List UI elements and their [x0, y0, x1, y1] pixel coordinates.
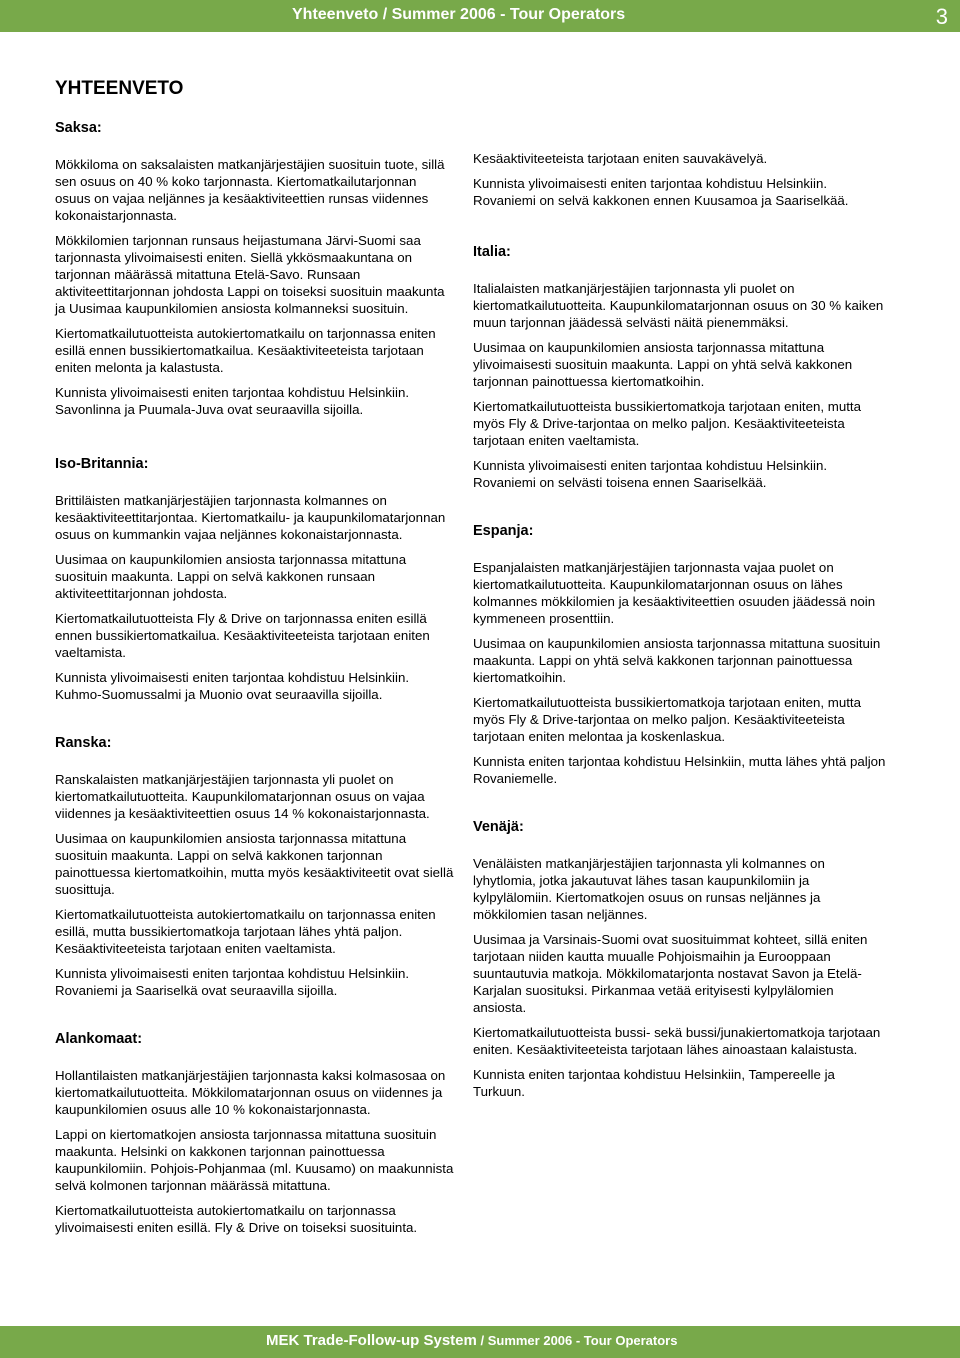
paragraph: Mökkiloma on saksalaisten matkanjärjestäjien suosituin tuote, sillä sen osuus on 40 % koko tarjonnasta. Kiertomatkailutarjonnan osuus on vajaa neljännes ja kesäaktiviteettien runsas viidennes kokonaistarjonnasta. [55, 157, 445, 223]
paragraph: Uusimaa on kaupunkilomien ansiosta tarjonnassa mitattuna suosituin maakunta. Lappi on selvä kakkonen tarjonnan painottuessa kiertomatkoihin, mutta myös kesäaktiviteetit ovat siellä suosittuja. [55, 831, 454, 897]
paragraph: Mökkilomien tarjonnan runsaus heijastumana Järvi-Suomi saa tarjonnasta ylivoimaisesti eniten. Siellä ykkösmaakuntana on tarjonnan määrässä mitattuna Etelä-Savo. Runsaan aktiviteettitarjonnan johdosta Lappi on toiseksi suosituin maakunta ja Uusimaa kaupunkilomien ansiosta kolmanneksi suosituin. [55, 233, 445, 316]
paragraph: Uusimaa on kaupunkilomien ansiosta tarjonnassa mitattuna ylivoimaisesti suosituin maakunta. Lappi on yhtä selvä kakkonen tarjonnan painottuessa kiertomatkoihin. [473, 340, 853, 389]
section-heading-italia: Italia: [473, 244, 511, 260]
paragraph: Uusimaa ja Varsinais-Suomi ovat suosituimmat kohteet, sillä eniten tarjotaan niiden kautta muualle Pohjoismaihin ja Eurooppaan suuntautuvia matkoja. Mökkilomatarjonta nostavat Savon ja Etelä-Karjalan suosituksi. Pirkanmaa vetää erityisesti kylpylälomien ansiosta. [473, 932, 868, 1015]
footer-bar [0, 1326, 960, 1358]
paragraph: Kiertomatkailutuotteista autokiertomatkailu on tarjonnassa eniten esillä, mutta bussikiertomatkoja tarjotaan lähes yhtä paljon. Kesäaktiviteeteista tarjotaan eniten vaeltamista. [55, 907, 436, 956]
paragraph: Italialaisten matkanjärjestäjien tarjonnasta yli puolet on kiertomatkailutuotteita. Kaupunkilomatarjonnan osuus on 30 % kaiken muun tarjonnan jäädessä selvästi näitä pienemmäksi. [473, 281, 884, 330]
paragraph: Venäläisten matkanjärjestäjien tarjonnasta yli kolmannes on lyhytlomia, jotka jakautuvat lähes tasan kaupunkilomiin ja kylpylälomiin. Kiertomatkojen osuus on runsas neljännes ja mökkilomien tasan neljännes. [473, 856, 825, 922]
paragraph: Lappi on kiertomatkojen ansiosta tarjonnassa mitattuna suosituin maakunta. Helsinki on kakkonen tarjonnan painottuessa kaupunkilomiin. Pohjois-Pohjanmaa (ml. Kuusamo) on maakunnista selvä kolmonen tarjonnan määrässä mitattuna. [55, 1127, 454, 1193]
paragraph: Kunnista ylivoimaisesti eniten tarjontaa kohdistuu Helsinkiin. Rovaniemi on selvästi toisena ennen Saariselkää. [473, 458, 828, 490]
paragraph: Kiertomatkailutuotteista bussikiertomatkoja tarjotaan eniten, mutta myös Fly & Drive-tarjontaa on melko paljon. Kesäaktiviteeteista tarjotaan eniten vaeltamista. [473, 399, 862, 448]
paragraph: Kesäaktiviteeteista tarjotaan eniten sauvakävelyä. [473, 151, 768, 166]
paragraph: Kunnista ylivoimaisesti eniten tarjontaa kohdistuu Helsinkiin. Savonlinna ja Puumala-Juva ovat seuraavilla sijoilla. [55, 385, 410, 417]
header-title: Yhteenveto / Summer 2006 - Tour Operators [292, 6, 626, 23]
paragraph: Kunnista eniten tarjontaa kohdistuu Helsinkiin, mutta lähes yhtä paljon Rovaniemelle. [473, 754, 886, 786]
paragraph: Ranskalaisten matkanjärjestäjien tarjonnasta yli puolet on kiertomatkailutuotteita. Kaupunkilomatarjonnan osuus on vajaa viidennes ja kesäaktiviteettien osuus 14 % kokonaistarjonnasta. [55, 772, 430, 821]
paragraph: Kunnista ylivoimaisesti eniten tarjontaa kohdistuu Helsinkiin. Kuhmo-Suomussalmi ja Muonio ovat seuraavilla sijoilla. [55, 670, 410, 702]
left-column [55, 120, 455, 1244]
paragraph: Hollantilaisten matkanjärjestäjien tarjonnasta kaksi kolmasosaa on kiertomatkailutuotteita. Mökkilomatarjonnan osuus on viidennes ja kaupunkilomien osuus alle 10 % kokonaistarjonnasta. [55, 1068, 446, 1117]
paragraph: Kiertomatkailutuotteista autokiertomatkailu on tarjonnassa eniten esillä ennen bussikiertomatkailua. Kesäaktiviteeteista tarjotaan eniten melonta ja kalastusta. [55, 326, 436, 375]
paragraph: Brittiläisten matkanjärjestäjien tarjonnasta kolmannes on kesäaktiviteettitarjontaa. Kiertomatkailu- ja kaupunkilomatarjonnan osuus on kummankin vajaa neljännes kokonaistarjonnasta. [55, 493, 446, 542]
section-heading-espanja: Espanja: [473, 523, 534, 539]
page-title: YHTEENVETO [55, 78, 184, 99]
footer-text [266, 1332, 677, 1349]
paragraph: Uusimaa on kaupunkilomien ansiosta tarjonnassa mitattuna suosituin maakunta. Lappi on yhtä selvä kakkonen tarjonnan painottuessa kiertomatkoihin. [473, 636, 881, 685]
footer-subtitle: Summer 2006 - Tour Operators [487, 1333, 678, 1348]
footer-separator: / [476, 1333, 488, 1348]
section-heading-saksa: Saksa: [55, 120, 102, 136]
section-heading-alankomaat: Alankomaat: [55, 1031, 143, 1047]
section-heading-ranska: Ranska: [55, 735, 112, 751]
paragraph: Uusimaa on kaupunkilomien ansiosta tarjonnassa mitattuna suosituin maakunta. Lappi on selvä kakkonen runsaan aktiviteettitarjonnan johdosta. [55, 552, 407, 601]
paragraph: Espanjalaisten matkanjärjestäjien tarjonnasta vajaa puolet on kiertomatkailutuotteita. Kaupunkilomatarjonnan osuus on lähes kolmannes mökkilomien ja kesäaktiviteettien osuuden jäädessä noin kymmeneen prosenttiin. [473, 560, 876, 626]
paragraph: Kunnista eniten tarjontaa kohdistuu Helsinkiin, Tampereelle ja Turkuun. [473, 1067, 835, 1099]
paragraph: Kiertomatkailutuotteista Fly & Drive on tarjonnassa eniten esillä ennen bussikiertomatkailua. Kesäaktiviteeteista tarjotaan eniten vaeltamista. [55, 611, 430, 660]
right-column [473, 150, 888, 1108]
page-number: 3 [935, 4, 948, 29]
paragraph: Kiertomatkailutuotteista bussi- sekä bussi/junakiertomatkoja tarjotaan eniten. Kesäaktiviteeteista tarjotaan lähes ainoastaan kalaistusta. [473, 1025, 881, 1057]
header-bar [0, 0, 960, 32]
paragraph: Kiertomatkailutuotteista autokiertomatkailu on tarjonnassa ylivoimaisesti eniten esillä. Fly & Drive on toiseksi suosituinta. [55, 1203, 418, 1235]
paragraph: Kunnista ylivoimaisesti eniten tarjontaa kohdistuu Helsinkiin. Rovaniemi on selvä kakkonen ennen Kuusamoa ja Saariselkää. [473, 176, 849, 208]
section-heading-iso-britannia: Iso-Britannia: [55, 456, 149, 472]
paragraph: Kiertomatkailutuotteista bussikiertomatkoja tarjotaan eniten, mutta myös Fly & Drive-tarjontaa on melko paljon. Kesäaktiviteeteista tarjotaan eniten melontaa ja koskenlaskua. [473, 695, 862, 744]
paragraph: Kunnista ylivoimaisesti eniten tarjontaa kohdistuu Helsinkiin. Rovaniemi ja Saariselkä ovat seuraavilla sijoilla. [55, 966, 410, 998]
section-heading-venaja: Venäjä: [473, 819, 524, 835]
footer-brand: MEK Trade-Follow-up System [266, 1332, 477, 1349]
